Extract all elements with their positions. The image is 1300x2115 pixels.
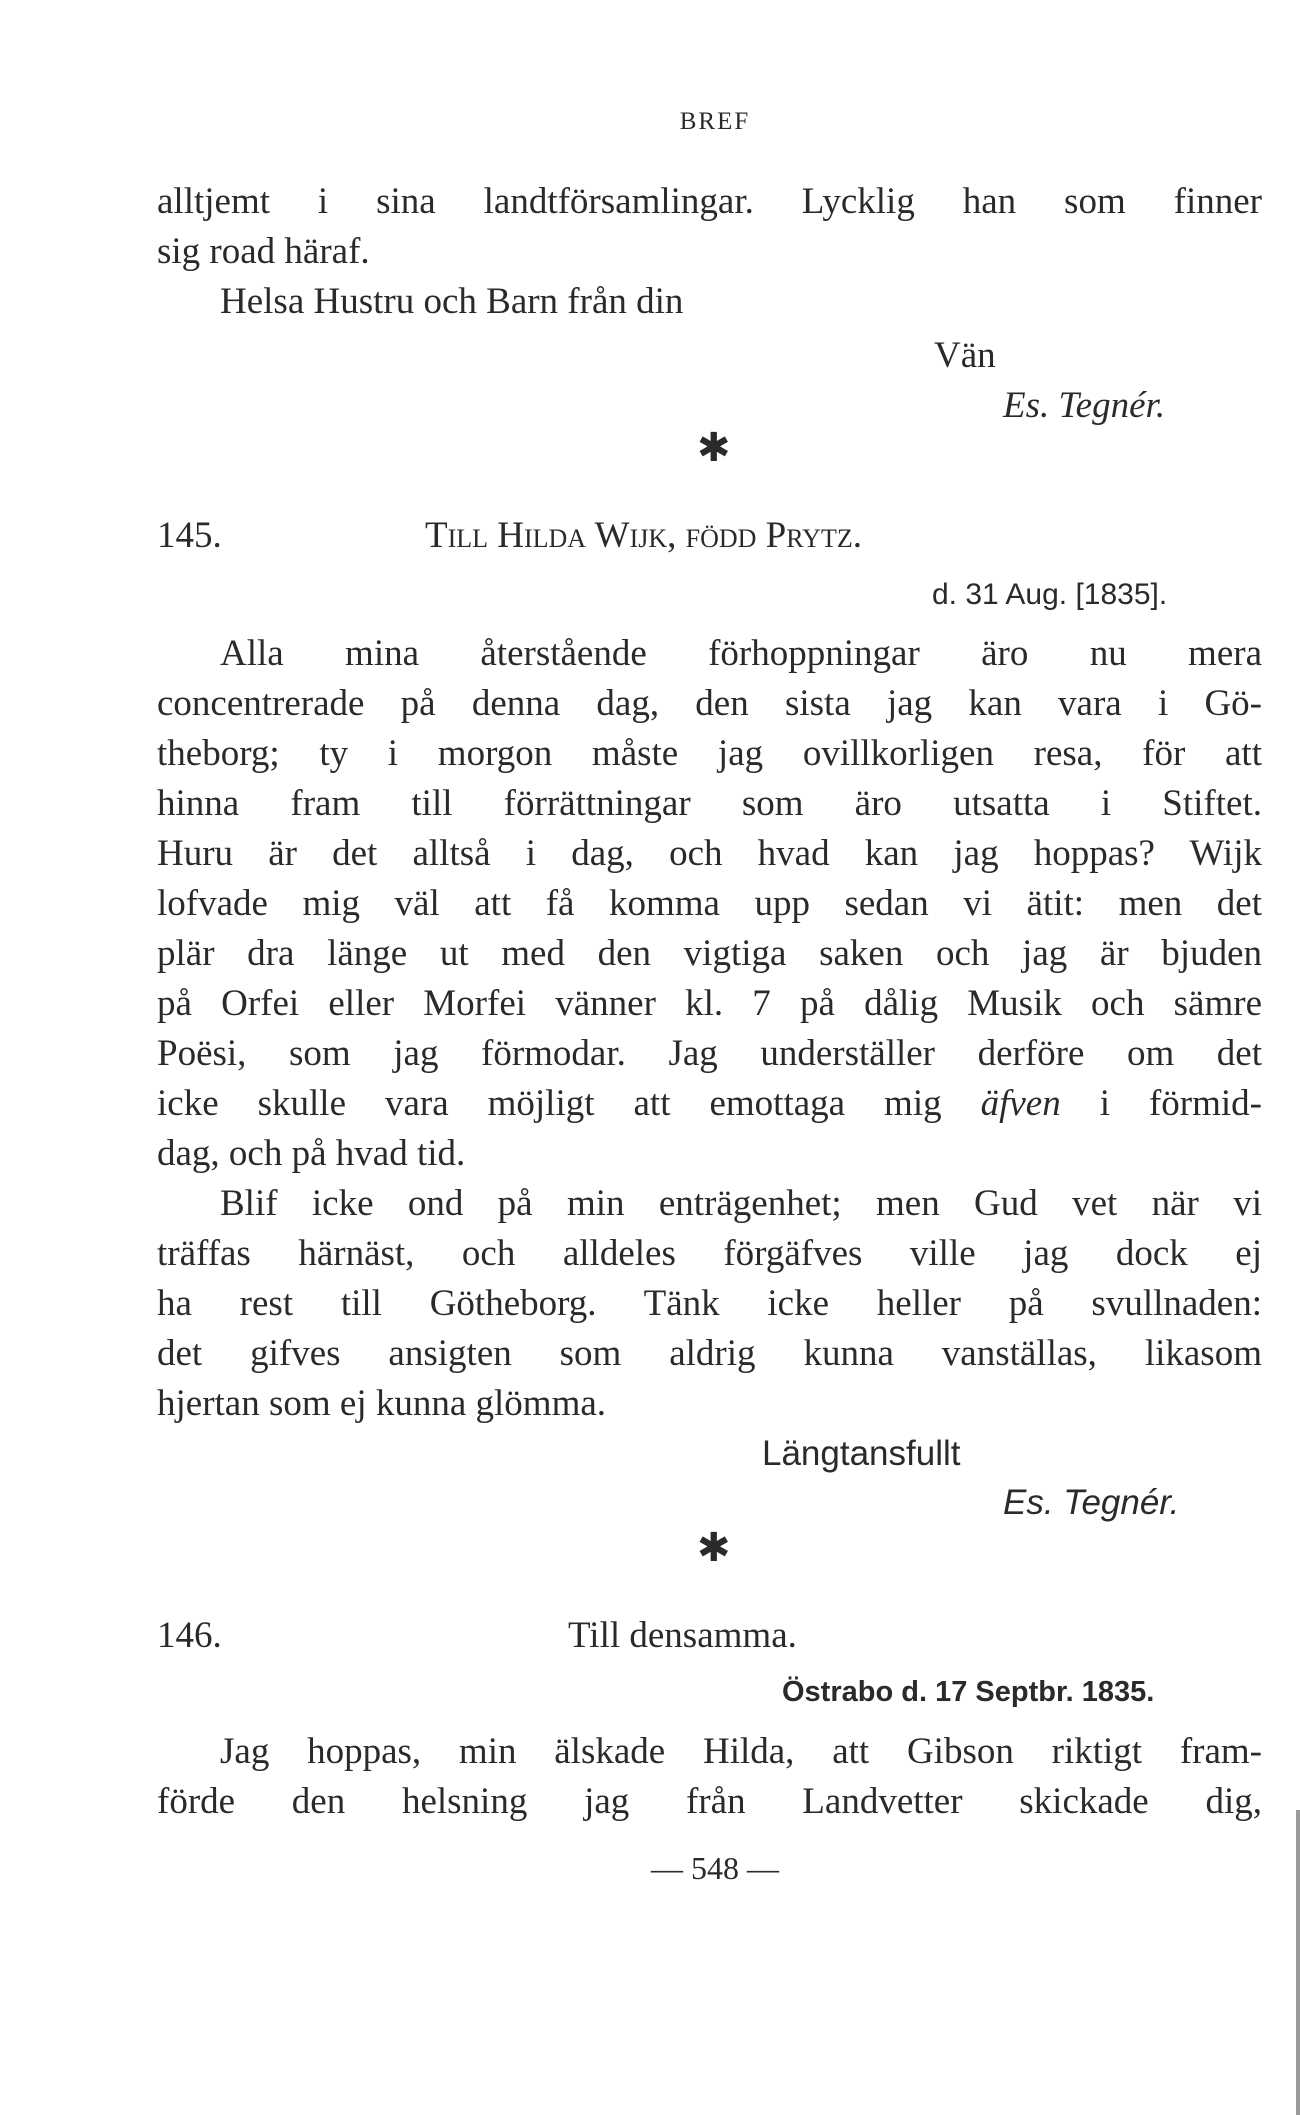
letter-number: 146. [157,1615,222,1656]
signature: Es. Tegnér. [1003,1483,1180,1522]
text-line: concentrerade på denna dag, den sista jag kan vara i Gö- [157,683,1262,724]
text-line: dag, och på hvad tid. [157,1133,466,1174]
text-line: alltjemt i sina landtförsamlingar. Lycklig han som finner [157,181,1262,222]
asterisk-separator: ✱ [697,1525,731,1570]
text-line: Jag hoppas, min älskade Hilda, att Gibson riktigt fram- [220,1731,1262,1772]
text-line: Alla mina återstående förhoppningar äro nu mera [220,633,1262,674]
text-line: träffas härnäst, och alldeles förgäfves ville jag dock ej [157,1233,1262,1274]
text-line-with-emphasis [157,1079,1262,1129]
page-number: — 548 — [651,1850,779,1886]
letter-heading: Till Hilda Wijk, född Prytz. [425,515,862,556]
signature: Es. Tegnér. [1003,385,1166,426]
scan-edge-line [1296,1810,1300,2115]
text-line: theborg; ty i morgon måste jag ovillkorligen resa, för att [157,733,1262,774]
closing: Vän [934,335,996,376]
closing: Längtansfullt [762,1434,961,1473]
asterisk-separator: ✱ [697,425,731,470]
text-line: plär dra länge ut med den vigtiga saken och jag är bjuden [157,933,1262,974]
text-segment: i förmid- [1099,1083,1263,1124]
text-line: hinna fram till förrättningar som äro utsatta i Stiftet. [157,783,1262,824]
emphasis-word: äfven [980,1083,1061,1124]
text-line: hjertan som ej kunna glömma. [157,1383,607,1424]
text-line: Helsa Hustru och Barn från din [220,281,684,322]
place-date: Östrabo d. 17 Septbr. 1835. [782,1676,1155,1708]
text-line: Blif icke ond på min enträgenhet; men Gud vet när vi [220,1183,1262,1224]
text-line: det gifves ansigten som aldrig kunna vanställas, likasom [157,1333,1262,1374]
text-line: Huru är det alltså i dag, och hvad kan jag hoppas? Wijk [157,833,1262,874]
text-line: förde den helsning jag från Landvetter skickade dig, [157,1781,1262,1822]
text-segment: icke skulle vara möjligt att emottaga mig [157,1083,942,1124]
text-line: lofvade mig väl att få komma upp sedan vi ätit: men det [157,883,1262,924]
text-line: Poësi, som jag förmodar. Jag underställer derföre om det [157,1033,1262,1074]
running-head: BREF [679,108,751,135]
text-line: ha rest till Götheborg. Tänk icke heller på svullnaden: [157,1283,1262,1324]
text-line: sig road häraf. [157,231,370,272]
text-line: på Orfei eller Morfei vänner kl. 7 på dålig Musik och sämre [157,983,1262,1024]
letter-number: 145. [157,515,222,556]
letter-date: d. 31 Aug. [1835]. [932,578,1168,611]
letter-heading: Till densamma. [568,1615,797,1656]
